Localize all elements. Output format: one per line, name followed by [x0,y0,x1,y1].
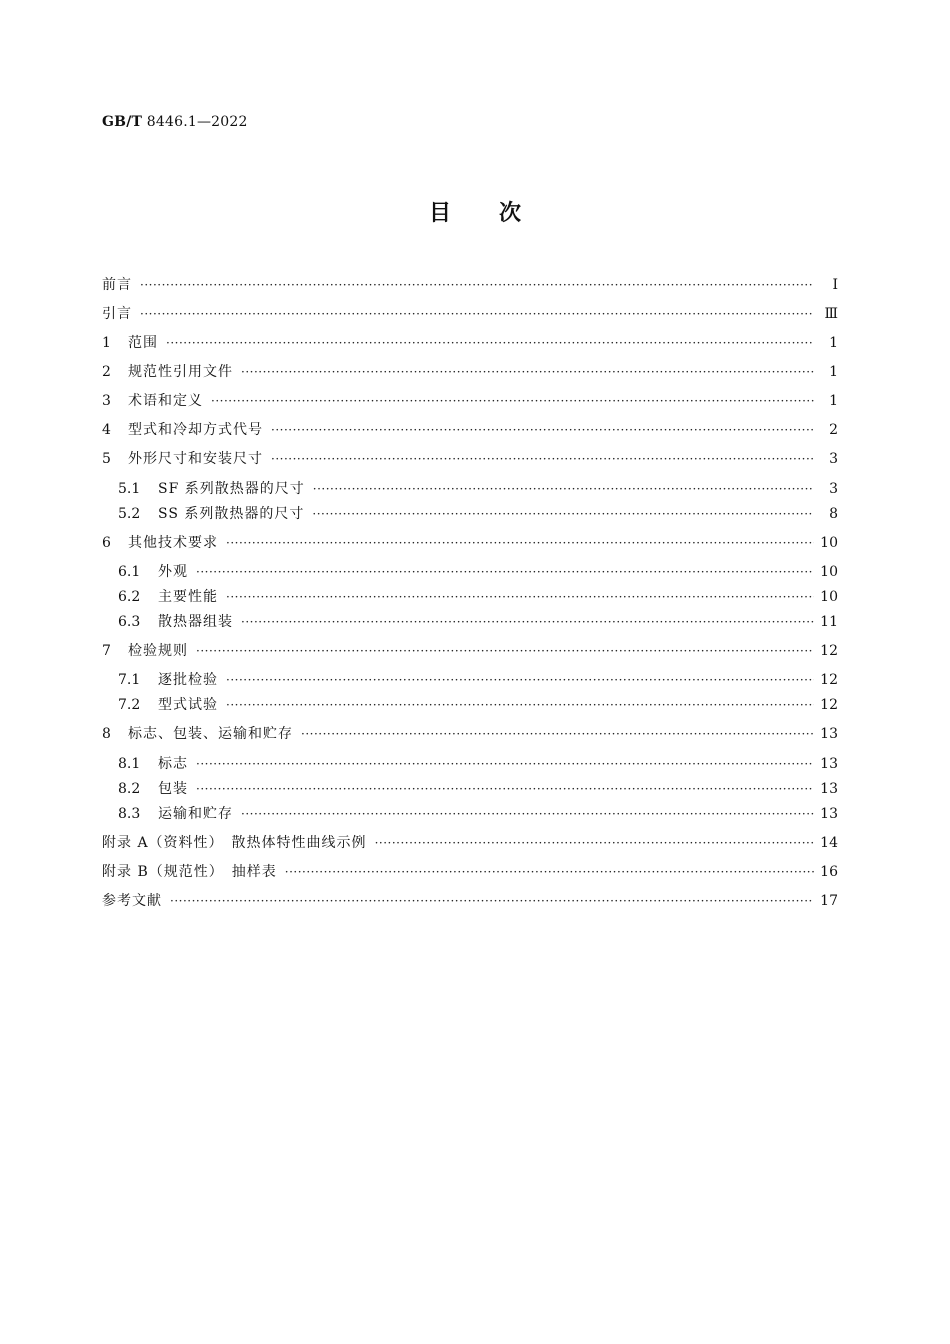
toc-entry-label: 前言 [102,277,132,293]
toc-leader-dots [196,757,814,771]
toc-leader-dots [375,836,814,850]
toc-entry[interactable] [102,723,838,745]
toc-entry[interactable] [118,611,838,633]
toc-entry-page: 1 [829,393,838,409]
toc-leader-dots [285,865,814,879]
toc-entry-label: 散热器组装 [158,614,233,630]
toc-entry[interactable] [102,890,838,912]
toc-leader-dots [241,615,814,629]
toc-entry-label: 型式试验 [158,697,218,713]
toc-leader-dots [271,423,814,437]
toc-entry-label: 标志、包装、运输和贮存 [128,726,293,742]
toc-entry-page: 10 [820,564,838,580]
toc-leader-dots [226,536,814,550]
toc-entry-page: 12 [820,697,838,713]
toc-entry-page: 12 [820,643,838,659]
toc-leader-dots [196,782,814,796]
toc-leader-dots [140,278,814,292]
toc-entry[interactable] [102,303,838,325]
toc-entry-page: 10 [820,589,838,605]
toc-leader-dots [313,482,814,496]
toc-entry[interactable] [118,503,838,525]
toc-entry-number: 5.2 [118,506,141,522]
toc-entry-label: 逐批检验 [158,672,218,688]
toc-entry-label: 包装 [158,781,188,797]
toc-leader-dots [196,644,814,658]
toc-entry-page: 17 [820,893,838,909]
toc-entry[interactable] [118,561,838,583]
toc-entry-label: SF 系列散热器的尺寸 [158,481,305,497]
toc-entry-label: 范围 [128,335,158,351]
toc-entry-label: 标志 [158,756,188,772]
toc-entry-page: 3 [829,451,838,467]
toc-leader-dots [166,336,814,350]
toc-entry-page: 2 [829,422,838,438]
toc-entry-label: 引言 [102,306,132,322]
toc-entry[interactable] [102,640,838,662]
toc-entry[interactable] [118,586,838,608]
toc-entry-label: 外观 [158,564,188,580]
toc-entry-page: 1 [829,335,838,351]
toc-entry-label: 其他技术要求 [128,535,218,551]
toc-entry-number: 8.2 [118,781,141,797]
toc-entry-page: 16 [820,864,838,880]
toc-entry-page: 13 [820,726,838,742]
toc-leader-dots [241,807,814,821]
toc-entry[interactable] [102,332,838,354]
toc-entry-label: 型式和冷却方式代号 [128,422,263,438]
toc-leader-dots [241,365,814,379]
toc-leader-dots [196,565,814,579]
toc-entry-number: 6.1 [118,564,141,580]
toc-entry-label: 运输和贮存 [158,806,233,822]
toc-leader-dots [301,727,814,741]
toc-entry-number: 2 [102,364,111,380]
toc-leader-dots [226,590,814,604]
toc-leader-dots [170,894,814,908]
toc-entry-number: 6 [102,535,111,551]
toc-entry-page: 11 [820,614,838,630]
toc-entry-number: 6.3 [118,614,141,630]
toc-entry-page: 3 [829,481,838,497]
toc-entry-label: SS 系列散热器的尺寸 [158,506,305,522]
toc-entry-label: 主要性能 [158,589,218,605]
toc-leader-dots [226,673,814,687]
standard-prefix: GB/T [102,114,143,130]
toc-entry-page: 1 [829,364,838,380]
toc-entry-number: 4 [102,422,111,438]
toc-entry[interactable] [118,803,838,825]
toc-entry-number: 8 [102,726,111,742]
toc-leader-dots [140,307,814,321]
toc-entry-number: 7.2 [118,697,141,713]
toc-entry[interactable] [102,448,838,470]
toc-leader-dots [226,698,814,712]
toc-leader-dots [271,452,814,466]
page-title: 目次 [428,200,569,226]
toc-entry[interactable] [102,390,838,412]
toc-entry-number: 5 [102,451,111,467]
toc-entry-label: 附录 A（资料性） 散热体特性曲线示例 [102,835,367,851]
toc-entry[interactable] [102,274,838,296]
toc-entry-label: 检验规则 [128,643,188,659]
toc-entry-page: 13 [820,806,838,822]
toc-entry-number: 1 [102,335,111,351]
toc-entry-page: 8 [829,506,838,522]
toc-entry-number: 8.1 [118,756,141,772]
toc-entry[interactable] [118,753,838,775]
toc-entry-number: 7.1 [118,672,141,688]
toc-entry[interactable] [102,419,838,441]
toc-entry-label: 规范性引用文件 [128,364,233,380]
toc-entry-number: 5.1 [118,481,141,497]
toc-entry-page: 13 [820,781,838,797]
toc-entry-page: 13 [820,756,838,772]
toc-entry-number: 7 [102,643,111,659]
toc-entry-page: Ⅰ [832,277,838,293]
toc-leader-dots [211,394,814,408]
toc-entry[interactable] [118,694,838,716]
toc-entry-label: 外形尺寸和安装尺寸 [128,451,263,467]
standard-code [102,114,248,130]
toc-entry-page: 14 [820,835,838,851]
toc-entry-page: Ⅲ [824,306,838,322]
toc-leader-dots [312,507,814,521]
toc-entry-label: 术语和定义 [128,393,203,409]
toc-entry[interactable] [102,532,838,554]
toc-entry[interactable] [102,861,838,883]
standard-number: 8446.1—2022 [146,114,248,130]
toc-entry[interactable] [102,832,838,854]
toc-entry-page: 10 [820,535,838,551]
toc-entry[interactable] [118,778,838,800]
toc-entry[interactable] [118,669,838,691]
toc-entry-number: 8.3 [118,806,141,822]
toc-entry-label: 附录 B（规范性） 抽样表 [102,864,277,880]
toc-entry-number: 3 [102,393,111,409]
toc-entry[interactable] [118,478,838,500]
toc-entry-label: 参考文献 [102,893,162,909]
toc-entry-number: 6.2 [118,589,141,605]
toc-entry[interactable] [102,361,838,383]
toc-entry-page: 12 [820,672,838,688]
